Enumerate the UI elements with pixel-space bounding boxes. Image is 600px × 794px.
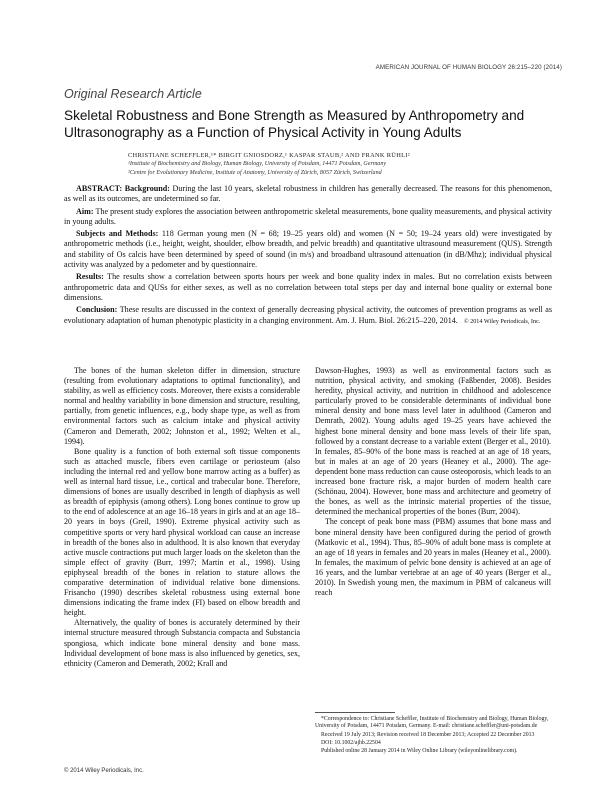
methods-text: 118 German young men (N = 68; 19–25 years old) and women (N = 50; 19–24 years old) were investigated by anthropometric methods (i.e., height, weight, shoulder, elbow breadth, and pelvic breadth) and quantitative ultrasound measurement (QUS). Strength and stability of Os calcis have been determined by speed of sound (in m/s) and broadband ultrasound attenuation (in dB/Mhz); individual physical activity was analyzed by a pedometer and by questionnaire. <box>64 229 552 270</box>
abstract-results <box>64 272 552 303</box>
abstract <box>64 184 552 329</box>
received-note: Received 19 July 2013; Revision received 18 December 2013; Accepted 22 December 2013 <box>321 731 535 738</box>
body-paragraph: Dawson-Hughes, 1993) as well as environmental factors such as nutrition, physical activity, and smoking (Faßbender, 2008). Besides heredity, physical activity, and nutrition in childhood and adolescence particularly proved to be considerable determinants of individual bone mineral density and bone mass level later in adulthood (Cameron and Demrath, 2002). Young adults aged 19–25 years have achieved the highest bone mineral density and bone mass levels of their life span, followed by a constant decrease to a variable extent (Berger et al., 2010). In females, 85–90% of the bone mass is reached at an age of 18 years, but in males at an age of 20 years (Heaney et al., 2000). The age-dependent bone mass reduction can cause osteoporosis, which leads to an increased bone fracture risk, a major burden of modern health care (Schönau, 2004). However, bone mass and architecture and geometry of the bones, as well as the intrinsic material properties of the tissue, determined the mechanical properties of the bones (Burr, 2004). <box>315 366 551 517</box>
footnotes <box>315 712 551 756</box>
footnote-rule <box>315 712 395 713</box>
results-heading: Results: <box>76 272 104 282</box>
author-list: CHRISTIANE SCHEFFLER,¹* BIRGIT GNIOSDORZ,¹ KASPAR STAUB,² AND FRANK RÜHLI² <box>128 152 410 159</box>
published-note: Published online 28 January 2014 in Wiley Online Library (wileyonlinelibrary.com). <box>321 748 518 755</box>
background-text: During the last 10 years, skeletal robustness in children has generally decreased. The reasons for this phenomenon, as well as its outcomes, are undetermined so far. <box>64 184 552 204</box>
conclusion-heading: Conclusion: <box>76 305 118 315</box>
aim-text: The present study explores the association between anthropometric skeletal measurements, bone quality measurements, and physical activity in young adults. <box>64 206 552 226</box>
affiliation-1: ¹Institute of Biochemistry and Biology, Human Biology, University of Potsdam, 14471 Potsdam, Germany <box>128 161 387 167</box>
abstract-methods <box>64 229 552 270</box>
section-label: Original Research Article <box>64 87 202 101</box>
article-title: Skeletal Robustness and Bone Strength as Measured by Anthropometry and Ultrasonography as a Function of Physical Activity in Young Adults <box>64 108 525 140</box>
abstract-copyright: © 2014 Wiley Periodicals, Inc. <box>463 317 541 325</box>
body-paragraph: Bone quality is a function of both external soft tissue components such as attached muscle, fibers even cartilage or periosteum (also including the internal red and yellow bone marrow acting as a buffer) as well as internal hard tissue, i.e., cortical and trabecular bone. Therefore, dimensions of bones are usually described in length of diaphysis as well as breadth of epiphysis (among others). Long bones continue to grow up to the end of adolescence at an age 16–18 years in girls and at an age 18–20 years in boys (Greil, 1990). Extreme physical activity such as competitive sports or very hard physical workload can cause an increase in breadth of the bones also in adulthood. It is also known that everyday active muscle contractions put much larger loads on the skeleton than the simple effect of gravity (Burr, 1997; Martin et al., 1998). Using epiphyseal breadth of the bones in relation to stature allows the comparative determination of individual relative bone dimensions. Frisancho (1990) describes skeletal robustness using external bone dimensions indicating the frame index (FI) based on elbow breadth and height. <box>64 446 300 618</box>
doi-note: DOI: 10.1002/ajhb.22504 <box>321 739 381 746</box>
body-paragraph: The bones of the human skeleton differ in dimension, structure (resulting from evolutionary adaptations to optimal functionality), and stability, as well as efficiency costs. Moreover, there exists a considerable normal and healthy variability in bone dimension and structure, resulting, partially, from genetic influences, e.g., body shape type, as well as from environmental factors such as calcium intake and physical activity (Cameron and Demerath, 2002; Johnston et al., 1992; Welten et al., 1994). <box>64 366 300 446</box>
results-text: The results show a correlation between sports hours per week and bone quality index in males. But no correlation exists between anthropometric data and QUSs for either sexes, as well as no correlation between total steps per day and internal bone quality or external bone dimensions. <box>64 272 552 302</box>
background-heading: Background: <box>124 184 170 193</box>
correspondence-note: *Correspondence to: Christiane Scheffler, Institute of Biochemistry and Biology, Human Biology, University of Potsdam, 14471 Potsdam, Germany. E-mail: christiane.scheffler@uni-potsdam.de <box>315 716 549 730</box>
abstract-aim <box>64 207 552 228</box>
body-paragraph: The concept of peak bone mass (PBM) assumes that bone mass and bone mineral density have been configured during the period of growth (Matkovic et al., 1994). Thus, 85–90% of adult bone mass is complete at an age of 18 years in females and 20 years in males (Heaney et al., 2000). In females, the maximum of pelvic bone density is achieved at an age of 16 years, and the lumbar vertebrae at an age of 40 years (Berger et al., 2010). In Swedish young men, the maximum in PBM of calcaneus will reach <box>315 517 551 598</box>
body-column-right <box>315 366 551 598</box>
abstract-conclusion <box>64 305 552 327</box>
abstract-background <box>64 184 552 205</box>
aim-heading: Aim: <box>76 206 94 216</box>
body-paragraph: Alternatively, the quality of bones is accurately determined by their internal structure measured through Substancia compacta and Substancia spongiosa, which indicate bone mineral density and bone mass. Individual development of bone mass is also influenced by genetics, sex, ethnicity (Cameron and Demerath, 2002; Krall and <box>64 618 300 668</box>
affiliation-2: ²Centre for Evolutionary Medicine, Institute of Anatomy, University of Zürich, 8057 Zürich, Switzerland <box>128 170 382 176</box>
abstract-heading: ABSTRACT: <box>76 184 123 193</box>
conclusion-text: These results are discussed in the context of generally decreasing physical activity, the outcomes of prevention programs as well as evolutionary adaptation of human phenotypic plasticity in a changing environment. Am. J. Hum. Biol. 26:215–220, 2014. <box>64 305 552 325</box>
body-column-left <box>64 366 300 669</box>
methods-heading: Subjects and Methods: <box>76 229 159 239</box>
page-footer-copyright: © 2014 Wiley Periodicals, Inc. <box>64 768 144 774</box>
journal-running-head: AMERICAN JOURNAL OF HUMAN BIOLOGY 26:215–220 (2014) <box>375 64 562 71</box>
